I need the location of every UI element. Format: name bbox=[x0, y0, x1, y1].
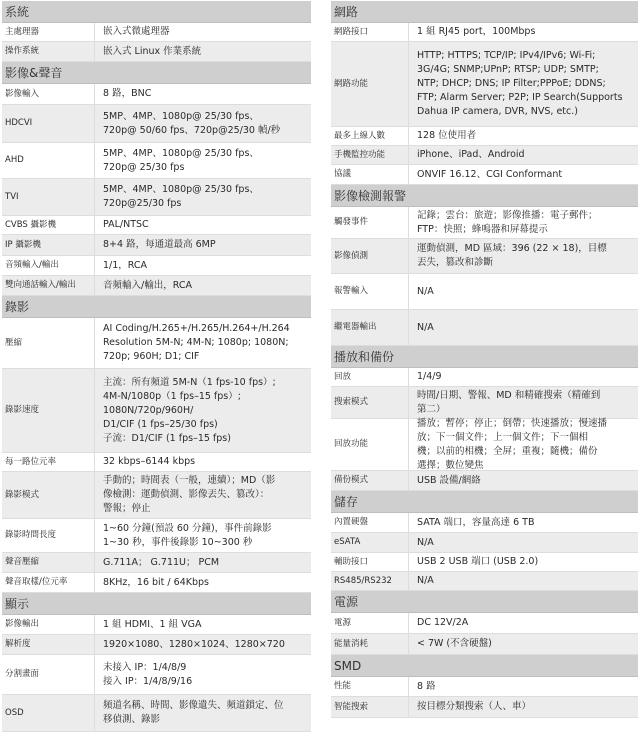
spec-value-line: N/A bbox=[417, 575, 434, 586]
spec-value bbox=[409, 553, 638, 571]
spec-value-line: PAL/NTSC bbox=[103, 219, 149, 230]
spec-value bbox=[409, 23, 638, 41]
spec-value bbox=[95, 519, 311, 552]
spec-label: 錄影速度 bbox=[2, 369, 95, 452]
spec-value-line: 8 路，BNC bbox=[103, 88, 152, 99]
spec-value bbox=[95, 318, 311, 368]
spec-value bbox=[95, 23, 311, 41]
spec-row bbox=[331, 42, 638, 127]
spec-value bbox=[409, 310, 638, 345]
spec-value bbox=[409, 368, 638, 386]
spec-row bbox=[331, 553, 638, 572]
spec-label: OSD bbox=[2, 695, 95, 731]
spec-label: 能量消耗 bbox=[331, 634, 409, 654]
spec-label: 觸發事件 bbox=[331, 207, 409, 238]
spec-value-line: 運動偵測，MD 區域：396 (22 × 18)，目標 bbox=[417, 243, 607, 254]
spec-row bbox=[331, 613, 638, 634]
spec-value-line: 8 路 bbox=[417, 680, 436, 692]
spec-value-line: 未接入 IP：1/4/8/9 bbox=[103, 661, 187, 673]
spec-value-line: 1/1，RCA bbox=[103, 259, 148, 271]
spec-row bbox=[2, 655, 311, 695]
spec-label: 影像偵測 bbox=[331, 239, 409, 273]
spec-label: 影像輸出 bbox=[2, 615, 95, 634]
spec-label: 回放 bbox=[331, 368, 409, 386]
spec-row bbox=[2, 573, 311, 593]
spec-value bbox=[95, 256, 311, 275]
spec-label: IP 攝影機 bbox=[2, 235, 95, 255]
spec-value-line: 5MP、4MP、1080p@ 25/30 fps、 bbox=[103, 110, 259, 122]
spec-value bbox=[95, 179, 311, 215]
section-header: 錄影 bbox=[2, 296, 311, 318]
spec-row bbox=[2, 369, 311, 453]
spec-value-line: 8+4 路，每通道最高 6MP bbox=[103, 239, 216, 250]
spec-row bbox=[2, 635, 311, 655]
spec-value bbox=[409, 697, 638, 717]
section-header: 電源 bbox=[331, 591, 638, 613]
spec-row bbox=[2, 42, 311, 62]
spec-label: 錄影模式 bbox=[2, 472, 95, 518]
spec-value-line: 音頻輸入/輸出，RCA bbox=[103, 279, 192, 291]
spec-value-line: 手動的；時間表（一般，連續）；MD（影 bbox=[103, 475, 276, 486]
spec-label: HDCVI bbox=[2, 105, 95, 142]
spec-value-line: 時間/日期、警報、MD 和精確搜索（精確到 bbox=[417, 389, 601, 401]
spec-value bbox=[95, 42, 311, 61]
spec-label: 聲音壓縮 bbox=[2, 553, 95, 572]
spec-value bbox=[95, 553, 311, 572]
spec-label: 錄影時間長度 bbox=[2, 519, 95, 552]
spec-value-line: 警報；停止 bbox=[103, 503, 151, 514]
spec-row bbox=[2, 318, 311, 369]
spec-value bbox=[95, 276, 311, 295]
spec-value bbox=[409, 42, 638, 126]
spec-value bbox=[409, 387, 638, 418]
spec-value-line: 嵌入式 Linux 作業系統 bbox=[103, 45, 202, 57]
spec-label: eSATA bbox=[331, 533, 409, 552]
section-header: 儲存 bbox=[331, 491, 638, 513]
spec-row bbox=[331, 274, 638, 310]
spec-row bbox=[331, 513, 638, 533]
spec-value-line: 1~30 秒，事件後錄影 10~300 秒 bbox=[103, 536, 253, 548]
spec-row bbox=[331, 419, 638, 471]
spec-value bbox=[409, 274, 638, 309]
spec-value bbox=[409, 471, 638, 490]
spec-row bbox=[331, 634, 638, 655]
spec-label: 搜索模式 bbox=[331, 387, 409, 418]
spec-row bbox=[2, 179, 311, 216]
spec-value-line: 移偵測、錄影 bbox=[103, 714, 161, 725]
spec-label: 分割畫面 bbox=[2, 655, 95, 694]
spec-row bbox=[331, 23, 638, 42]
spec-value-line: 主流：所有頻道 5M-N（1 fps-10 fps）; bbox=[103, 376, 276, 388]
spec-value bbox=[409, 146, 638, 164]
spec-value-line: 頻道名稱、時間、影像遺失、頻道鎖定、位 bbox=[103, 700, 284, 711]
spec-row bbox=[2, 553, 311, 573]
spec-value-line: 嵌入式微處理器 bbox=[103, 26, 170, 37]
spec-value bbox=[95, 84, 311, 104]
spec-value-line: FTP：快照；蜂鳴器和屏幕提示 bbox=[417, 223, 548, 235]
spec-value-line: 3G/4G; SNMP;UPnP; RTSP; UDP; SMTP; bbox=[417, 64, 599, 75]
spec-value-line: 1~60 分鐘(預設 60 分鐘)，事件前錄影 bbox=[103, 522, 272, 534]
spec-row bbox=[331, 572, 638, 591]
spec-row bbox=[331, 146, 638, 165]
spec-label: 音頻輸入/輸出 bbox=[2, 256, 95, 275]
spec-value-line: 720p@ 50/60 fps、720p@25/30 幀/秒 bbox=[103, 124, 281, 136]
spec-value bbox=[409, 207, 638, 238]
spec-value bbox=[95, 235, 311, 255]
spec-row bbox=[2, 695, 311, 732]
spec-value-line: 720p@25/30 fps bbox=[103, 198, 182, 209]
spec-row bbox=[2, 143, 311, 179]
spec-value bbox=[409, 572, 638, 590]
spec-row bbox=[2, 105, 311, 143]
spec-value bbox=[409, 239, 638, 273]
spec-value-line: 1920×1080、1280×1024、1280×720 bbox=[103, 638, 285, 650]
spec-row bbox=[331, 471, 638, 491]
spec-label: 協議 bbox=[331, 165, 409, 184]
spec-value-line: 1/4/9 bbox=[417, 371, 442, 382]
spec-value-line: Dahua IP camera, DVR, NVS, etc.) bbox=[417, 106, 578, 117]
spec-label: 網路接口 bbox=[331, 23, 409, 41]
spec-label: TVI bbox=[2, 179, 95, 215]
spec-row bbox=[2, 235, 311, 256]
spec-value-line: 1080N/720p/960H/ bbox=[103, 404, 194, 416]
spec-value-line: G.711A； G.711U； PCM bbox=[103, 556, 220, 568]
spec-value-line: 像檢測：運動偵測、影像丟失、篡改）： bbox=[103, 489, 270, 500]
spec-value-line: USB 2 USB 端口 (USB 2.0) bbox=[417, 556, 539, 567]
spec-row bbox=[331, 368, 638, 387]
spec-row bbox=[2, 256, 311, 276]
spec-row bbox=[331, 387, 638, 419]
spec-value bbox=[95, 216, 311, 234]
spec-value-line: 1 組 HDMI、1 組 VGA bbox=[103, 618, 202, 630]
spec-value-line: 子流：D1/CIF (1 fps–15 fps) bbox=[103, 432, 231, 444]
spec-label: 性能 bbox=[331, 677, 409, 696]
spec-label: 備份模式 bbox=[331, 471, 409, 490]
spec-row bbox=[331, 697, 638, 718]
spec-label: 報警輸入 bbox=[331, 274, 409, 309]
spec-label: 每一路位元率 bbox=[2, 453, 95, 471]
section-header: 顯示 bbox=[2, 593, 311, 615]
spec-value bbox=[95, 655, 311, 694]
spec-value bbox=[95, 695, 311, 731]
spec-value-line: 播放；暫停；停止；倒帶；快速播放；慢速播 bbox=[417, 417, 608, 429]
spec-value-line: 記錄；雲台：旅遊；影像推播：電子郵件； bbox=[417, 209, 598, 221]
spec-row bbox=[331, 239, 638, 274]
spec-label: 繼電器輸出 bbox=[331, 310, 409, 345]
spec-value-line: 按目標分類搜索（人、車） bbox=[417, 701, 532, 712]
spec-value bbox=[409, 165, 638, 184]
spec-value-line: < 7W (不含硬盤) bbox=[417, 638, 492, 649]
spec-value-line: NTP; DHCP; DNS; IP Filter;PPPoE; DDNS; bbox=[417, 78, 606, 89]
spec-row bbox=[2, 216, 311, 235]
spec-value-line: DC 12V/2A bbox=[417, 617, 469, 628]
spec-row bbox=[2, 453, 311, 472]
spec-label: 智能搜索 bbox=[331, 697, 409, 717]
spec-value bbox=[95, 453, 311, 471]
spec-row bbox=[331, 310, 638, 346]
spec-value-line: 5MP、4MP、1080p@ 25/30 fps、 bbox=[103, 147, 259, 159]
spec-value bbox=[409, 613, 638, 633]
spec-row bbox=[2, 84, 311, 105]
spec-value bbox=[409, 533, 638, 552]
spec-label: 手機監控功能 bbox=[331, 146, 409, 164]
spec-row bbox=[2, 519, 311, 553]
spec-row bbox=[2, 615, 311, 635]
spec-value-line: HTTP; HTTPS; TCP/IP; IPv4/IPv6; Wi-Fi; bbox=[417, 50, 596, 61]
right-column bbox=[331, 1, 638, 718]
section-header: 系統 bbox=[2, 1, 311, 23]
spec-value-line: D1/CIF (1 fps–25/30 fps) bbox=[103, 418, 218, 430]
spec-label: 電源 bbox=[331, 613, 409, 633]
spec-value bbox=[409, 419, 638, 470]
spec-label: 壓縮 bbox=[2, 318, 95, 368]
spec-value-line: N/A bbox=[417, 536, 434, 548]
spec-value bbox=[409, 634, 638, 654]
spec-value-line: 8KHz，16 bit / 64Kbps bbox=[103, 576, 209, 588]
spec-value-line: 接入 IP：1/4/8/9/16 bbox=[103, 675, 193, 687]
spec-value-line: 第二） bbox=[417, 403, 446, 415]
spec-label: 雙向通話輸入/輸出 bbox=[2, 276, 95, 295]
spec-value-line: 720p@ 25/30 fps bbox=[103, 161, 185, 173]
spec-value-line: iPhone、iPad、Android bbox=[417, 149, 525, 160]
spec-row bbox=[331, 207, 638, 239]
spec-value-line: N/A bbox=[417, 321, 434, 333]
spec-label: 輔助接口 bbox=[331, 553, 409, 571]
spec-value-line: Resolution 5M-N; 4M-N; 1080p; 1080N; bbox=[103, 337, 289, 348]
spec-row bbox=[2, 23, 311, 42]
spec-label: 影像輸入 bbox=[2, 84, 95, 104]
spec-label: CVBS 攝影機 bbox=[2, 216, 95, 234]
spec-label: 網路功能 bbox=[331, 42, 409, 126]
spec-value-line: N/A bbox=[417, 285, 434, 297]
spec-value-line: 5MP、4MP、1080p@ 25/30 fps、 bbox=[103, 184, 259, 195]
spec-value-line: 720p; 960H; D1; CIF bbox=[103, 351, 200, 362]
spec-row bbox=[2, 472, 311, 519]
section-header: 影像&聲音 bbox=[2, 62, 311, 84]
spec-label: RS485/RS232 bbox=[331, 572, 409, 590]
section-header: 播放和備份 bbox=[331, 346, 638, 368]
spec-label: 內置硬盤 bbox=[331, 513, 409, 532]
section-header: SMD bbox=[331, 655, 638, 677]
spec-row bbox=[331, 165, 638, 185]
left-column bbox=[2, 1, 311, 732]
spec-value bbox=[95, 105, 311, 142]
spec-value-line: 32 kbps–6144 kbps bbox=[103, 456, 196, 467]
section-header: 影像檢測報警 bbox=[331, 185, 638, 207]
spec-label: 最多上線人數 bbox=[331, 127, 409, 145]
spec-value-line: 放；下一個文件；上一個文件；下一個相 bbox=[417, 431, 589, 443]
spec-value bbox=[95, 573, 311, 592]
spec-value bbox=[95, 635, 311, 654]
spec-value bbox=[95, 143, 311, 178]
spec-label: AHD bbox=[2, 143, 95, 178]
spec-value bbox=[409, 677, 638, 696]
spec-value-line: 機；以前的相機；全屏；重複；隨機；備份 bbox=[417, 445, 598, 457]
spec-value-line: ONVIF 16.12、CGI Conformant bbox=[417, 168, 563, 180]
spec-row bbox=[331, 533, 638, 553]
spec-row bbox=[331, 677, 638, 697]
spec-value-line: 128 位使用者 bbox=[417, 130, 477, 141]
spec-value-line: 1 組 RJ45 port，100Mbps bbox=[417, 26, 536, 37]
spec-value-line: 丟失，篡改和診斷 bbox=[417, 257, 494, 268]
spec-label: 回放功能 bbox=[331, 419, 409, 470]
spec-value bbox=[95, 369, 311, 452]
section-header: 網路 bbox=[331, 1, 638, 23]
spec-value-line: AI Coding/H.265+/H.265/H.264+/H.264 bbox=[103, 323, 290, 334]
spec-value-line: FTP; Alarm Server; P2P; IP Search(Supports bbox=[417, 92, 623, 103]
spec-value-line: 選擇；數位變焦 bbox=[417, 459, 484, 471]
spec-label: 操作系統 bbox=[2, 42, 95, 61]
spec-value-line: USB 設備/網絡 bbox=[417, 474, 481, 486]
spec-row bbox=[331, 127, 638, 146]
spec-value bbox=[95, 615, 311, 634]
spec-value-line: 4M-N/1080p（1 fps–15 fps）; bbox=[103, 390, 241, 402]
spec-label: 解析度 bbox=[2, 635, 95, 654]
spec-value-line: SATA 端口，容量高達 6 TB bbox=[417, 516, 535, 528]
spec-label: 主處理器 bbox=[2, 23, 95, 41]
spec-row bbox=[2, 276, 311, 296]
spec-value bbox=[95, 472, 311, 518]
spec-value bbox=[409, 513, 638, 532]
spec-label: 聲音取樣/位元率 bbox=[2, 573, 95, 592]
spec-value bbox=[409, 127, 638, 145]
